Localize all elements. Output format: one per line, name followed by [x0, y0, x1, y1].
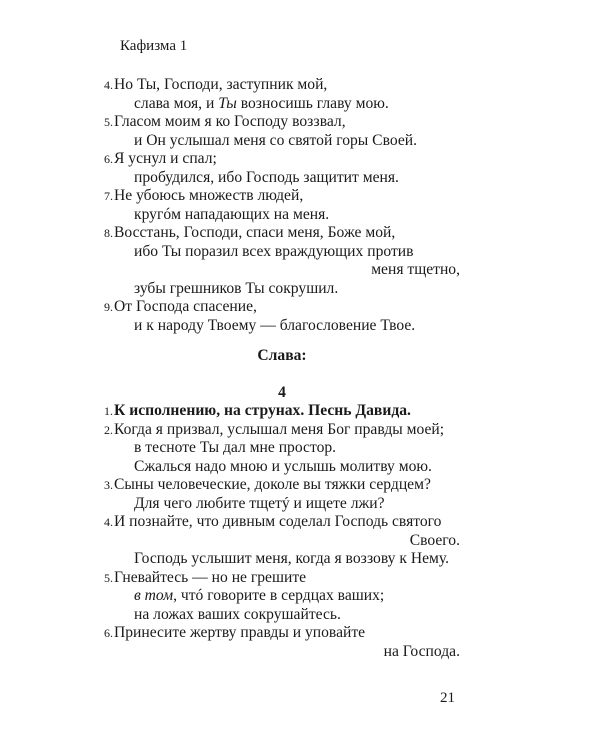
verse-number: 3. — [104, 478, 113, 492]
verse-line: И познайте, что дивным соделал Господь святого — [114, 513, 442, 530]
page-number: 21 — [440, 690, 455, 706]
verse-line: Гневайтесь — но не грешите — [114, 568, 307, 586]
verse-line: Гласом моим я ко Господу воззвал, — [114, 113, 346, 130]
verse-3-5 — [104, 113, 460, 150]
verse-3-6 — [104, 150, 460, 187]
verse-line-indented: Сжалься надо мною и услышь молитву мою. — [134, 457, 432, 475]
spacer — [104, 366, 460, 384]
verse-line-indented: пробудился, ибо Господь защитит меня. — [134, 168, 399, 186]
verse-line-indented: зубы грешников Ты сокрушил. — [134, 279, 339, 297]
slava-heading: Слава: — [257, 347, 307, 364]
verse-line: Но Ты, Господи, заступник мой, — [114, 76, 328, 93]
verse-number: 8. — [104, 226, 113, 240]
running-head: Кафизма 1 — [120, 38, 188, 54]
verse-number: 4. — [104, 515, 113, 529]
verse-number: 7. — [104, 189, 113, 203]
verse-4-6 — [104, 624, 460, 661]
psalm-number: 4 — [278, 383, 286, 401]
verse-3-8 — [104, 224, 460, 298]
verse-line-runover: Своего. — [409, 531, 460, 549]
verse-line: Когда я призвал, услышал меня Бог правды моей; — [114, 420, 445, 438]
verse-number: 5. — [104, 570, 113, 585]
verse-line-indented: ибо Ты поразил всех враждующих против — [134, 242, 414, 260]
verse-text: возносишь главу мою. — [236, 94, 389, 112]
verse-4-4 — [104, 513, 460, 569]
verse-line: Сыны человеческие, доколе вы тяжки сердцем? — [114, 476, 431, 493]
verse-line: Принесите жертву правды и уповайте — [114, 624, 366, 641]
verse-line: Я уснул и спал; — [114, 150, 217, 167]
verse-line-indented: на ложах ваших сокрушайтесь. — [134, 605, 341, 623]
verse-4-5 — [104, 569, 460, 625]
verse-number: 4. — [104, 78, 113, 92]
verse-line-indented: Господь услышит меня, когда я воззову к Нему. — [134, 550, 450, 567]
verse-line-indented — [104, 587, 460, 606]
verse-4-2 — [104, 421, 460, 477]
verse-line-indented — [104, 95, 460, 114]
verse-line-runover: меня тщетно, — [371, 261, 460, 278]
verse-text-italic: в том — [134, 587, 174, 604]
spacer — [104, 335, 460, 347]
verse-line-indented: кругóм нападающих на меня. — [134, 205, 330, 223]
verse-line-runover: на Господа. — [383, 642, 460, 660]
verse-line-indented: Для чего любите тщетý и ищете лжи? — [134, 494, 385, 512]
verse-number: 5. — [104, 115, 113, 129]
verse-text: , чтó говорите в сердцах ваших; — [173, 587, 385, 604]
verse-number: 6. — [104, 626, 113, 640]
verse-3-9 — [104, 298, 460, 335]
verse-line: От Господа спасение, — [114, 298, 257, 315]
verse-3-7 — [104, 187, 460, 224]
verse-3-4 — [104, 76, 460, 113]
verse-line-indented: в тесноте Ты дал мне простор. — [134, 439, 337, 456]
verse-text: слава моя, и — [134, 94, 219, 112]
verse-text-italic: Ты — [218, 94, 237, 112]
verse-line: Восстань, Господи, спаси меня, Боже мой, — [114, 224, 396, 241]
verse-line: Не убоюсь множеств людей, — [114, 187, 304, 204]
verse-number: 1. — [104, 404, 113, 418]
psalm-text — [104, 76, 460, 661]
verse-line-indented: и к народу Твоему — благословение Твое. — [134, 316, 416, 334]
verse-number: 6. — [104, 152, 113, 166]
verse-number: 9. — [104, 300, 113, 314]
verse-number: 2. — [104, 422, 113, 437]
verse-4-3 — [104, 476, 460, 513]
verse-4-1 — [104, 402, 460, 421]
verse-line-indented: и Он услышал меня со святой горы Своей. — [134, 131, 417, 149]
psalm-superscription: К исполнению, на струнах. Песнь Давида. — [114, 402, 411, 419]
